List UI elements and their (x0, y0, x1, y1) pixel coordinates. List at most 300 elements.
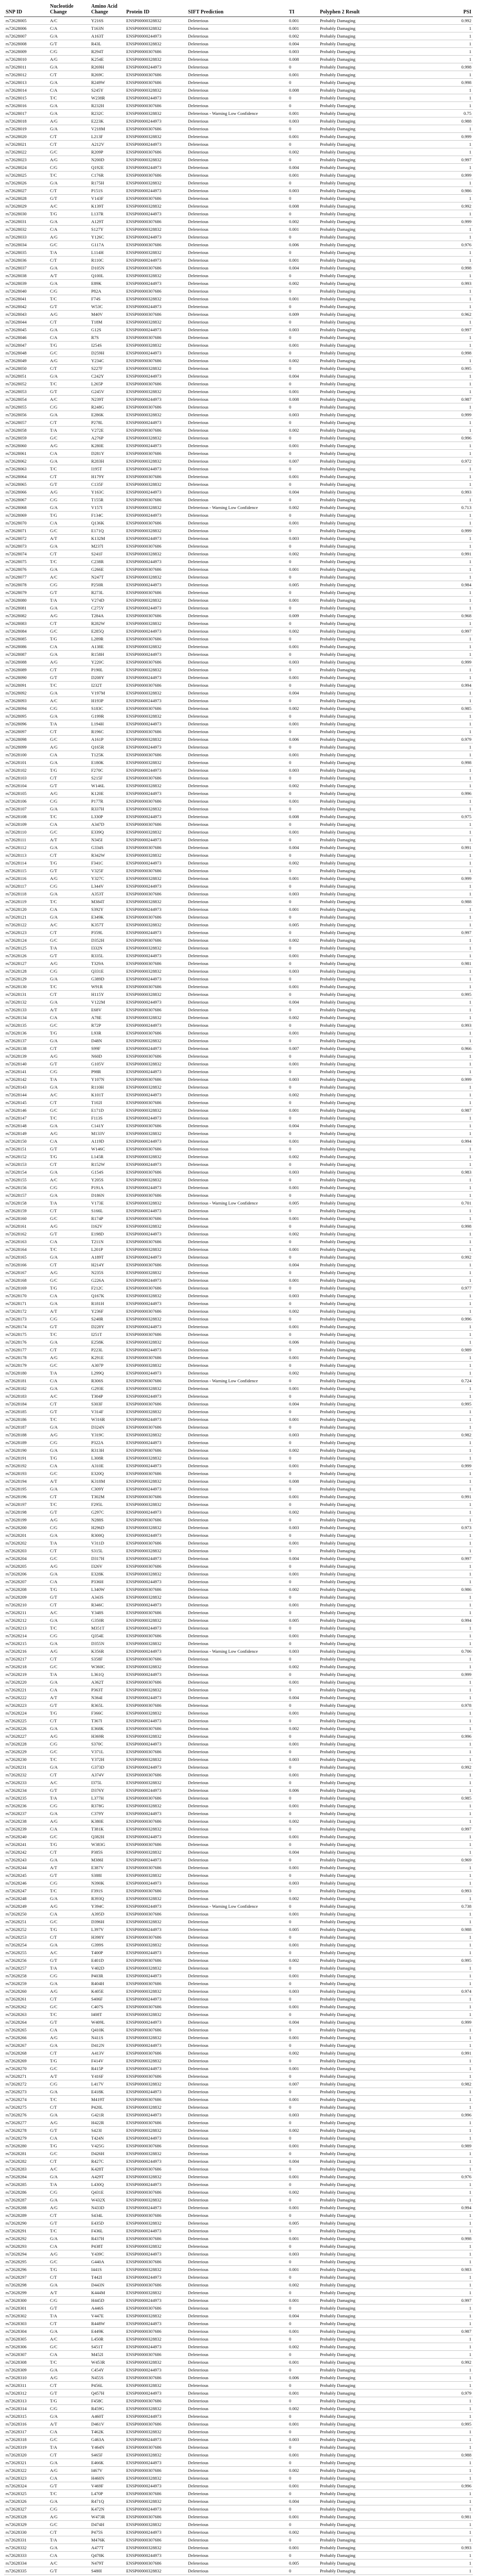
cell-protein-id: ENSP00000328832 (125, 1849, 186, 1856)
cell-sift-prediction: Deleterious (186, 1277, 287, 1284)
cell-amino-acid-change: R269C (90, 71, 125, 79)
cell-psi: 1 (396, 2127, 473, 2134)
cell-protein-id: ENSP00000307686 (125, 519, 186, 527)
cell-snp-id: rs72628309 (4, 2366, 48, 2374)
table-row (4, 264, 473, 272)
cell-psi: 1 (396, 287, 473, 295)
cell-sift-prediction: Deleterious (186, 2088, 287, 2096)
cell-snp-id: rs72628112 (4, 844, 48, 852)
cell-amino-acid-change: D186N (90, 1192, 125, 1199)
cell-protein-id: ENSP00000307686 (125, 2328, 186, 2335)
cell-psi: 1 (396, 798, 473, 805)
cell-polyphen-result: Probably Damaging (318, 821, 396, 828)
cell-amino-acid-change: F270C (90, 767, 125, 774)
cell-snp-id: rs72628041 (4, 295, 48, 303)
cell-protein-id: ENSP00000307686 (125, 1771, 186, 1779)
cell-sift-prediction: Deleterious (186, 295, 287, 303)
cell-polyphen-result: Probably Damaging (318, 2567, 396, 2575)
cell-polyphen-result: Probably Damaging (318, 2382, 396, 2389)
cell-snp-id: rs72628287 (4, 2196, 48, 2204)
cell-sift-prediction: Deleterious (186, 2536, 287, 2544)
cell-snp-id: rs72628117 (4, 883, 48, 890)
cell-protein-id: ENSP00000244973 (125, 1810, 186, 1818)
table-row (4, 1161, 473, 1168)
cell-ti: 0 (287, 2042, 318, 2049)
cell-sift-prediction: Deleterious (186, 1686, 287, 1694)
cell-protein-id: ENSP00000244973 (125, 1694, 186, 1702)
cell-polyphen-result: Probably Damaging (318, 396, 396, 403)
cell-protein-id: ENSP00000307686 (125, 890, 186, 898)
table-row (4, 1856, 473, 1864)
cell-amino-acid-change: P250R (90, 581, 125, 589)
cell-amino-acid-change: E171Q (90, 527, 125, 535)
cell-polyphen-result: Probably Damaging (318, 357, 396, 365)
cell-amino-acid-change: R415P (90, 2065, 125, 2073)
cell-ti: 0 (287, 233, 318, 241)
cell-sift-prediction: Deleterious (186, 357, 287, 365)
cell-sift-prediction: Deleterious (186, 2011, 287, 2019)
cell-amino-acid-change: V218M (90, 125, 125, 133)
cell-ti: 0 (287, 1300, 318, 1308)
cell-psi: 0.996 (396, 790, 473, 798)
cell-polyphen-result: Probably Damaging (318, 929, 396, 937)
cell-sift-prediction: Deleterious (186, 1462, 287, 1470)
cell-psi: 1 (396, 2560, 473, 2567)
table-row (4, 179, 473, 187)
cell-nucleotide-change: C/T (48, 1995, 90, 2003)
table-row (4, 798, 473, 805)
cell-psi: 0.981 (396, 960, 473, 968)
cell-protein-id: ENSP00000328832 (125, 1895, 186, 1903)
cell-sift-prediction: Deleterious (186, 1215, 287, 1223)
cell-polyphen-result: Probably Damaging (318, 558, 396, 566)
cell-sift-prediction: Deleterious (186, 2343, 287, 2351)
cell-sift-prediction: Deleterious (186, 1029, 287, 1037)
cell-nucleotide-change: G/T (48, 1060, 90, 1068)
cell-protein-id: ENSP00000307686 (125, 172, 186, 179)
table-row (4, 2304, 473, 2312)
cell-sift-prediction: Deleterious (186, 148, 287, 156)
cell-snp-id: rs72628064 (4, 473, 48, 481)
cell-psi: 0.994 (396, 2204, 473, 2212)
table-row (4, 1709, 473, 1717)
table-row (4, 906, 473, 913)
cell-psi: 1 (396, 32, 473, 40)
cell-ti: 0.001 (287, 2266, 318, 2274)
cell-protein-id: ENSP00000328832 (125, 968, 186, 975)
cell-polyphen-result: Probably Damaging (318, 1887, 396, 1895)
cell-amino-acid-change: P359L (90, 929, 125, 937)
cell-ti: 0 (287, 2134, 318, 2142)
cell-protein-id: ENSP00000328832 (125, 1060, 186, 1068)
cell-protein-id: ENSP00000244973 (125, 1949, 186, 1957)
cell-ti: 0 (287, 867, 318, 875)
cell-snp-id: rs72628133 (4, 1006, 48, 1014)
cell-polyphen-result: Probably Damaging (318, 311, 396, 318)
cell-polyphen-result: Probably Damaging (318, 550, 396, 558)
table-row (4, 71, 473, 79)
cell-ti: 0.003 (287, 1076, 318, 1083)
cell-snp-id: rs72628314 (4, 2405, 48, 2413)
cell-ti: 0 (287, 249, 318, 257)
table-row (4, 944, 473, 952)
table-row (4, 913, 473, 921)
cell-sift-prediction: Deleterious (186, 2467, 287, 2475)
cell-nucleotide-change: T/G (48, 1926, 90, 1934)
table-row (4, 110, 473, 117)
cell-polyphen-result: Probably Damaging (318, 2335, 396, 2343)
table-row (4, 921, 473, 929)
cell-polyphen-result: Probably Damaging (318, 658, 396, 666)
cell-psi: 1 (396, 249, 473, 257)
cell-sift-prediction: Deleterious (186, 94, 287, 102)
cell-polyphen-result: Probably Damaging (318, 713, 396, 720)
cell-sift-prediction: Deleterious (186, 2134, 287, 2142)
cell-amino-acid-change: R232H (90, 102, 125, 110)
cell-psi: 1 (396, 2088, 473, 2096)
cell-ti: 0.001 (287, 295, 318, 303)
cell-amino-acid-change: L145R (90, 1153, 125, 1161)
cell-sift-prediction: Deleterious (186, 1663, 287, 1671)
cell-polyphen-result: Probably Damaging (318, 1393, 396, 1400)
cell-snp-id: rs72628038 (4, 272, 48, 280)
table-row (4, 1022, 473, 1029)
table-row (4, 713, 473, 720)
cell-amino-acid-change: E449K (90, 2328, 125, 2335)
cell-nucleotide-change: T/G (48, 342, 90, 349)
table-row (4, 1594, 473, 1601)
cell-ti: 0 (287, 790, 318, 798)
cell-snp-id: rs72628165 (4, 1253, 48, 1261)
cell-snp-id: rs72628236 (4, 1802, 48, 1810)
cell-amino-acid-change: I375L (90, 1779, 125, 1787)
cell-protein-id: ENSP00000244973 (125, 1624, 186, 1632)
cell-protein-id: ENSP00000307686 (125, 1794, 186, 1802)
cell-protein-id: ENSP00000244973 (125, 2065, 186, 2073)
cell-ti: 0.002 (287, 628, 318, 635)
cell-protein-id: ENSP00000307686 (125, 1400, 186, 1408)
cell-polyphen-result: Probably Damaging (318, 628, 396, 635)
cell-sift-prediction: Deleterious (186, 983, 287, 991)
cell-snp-id: rs72628087 (4, 651, 48, 658)
cell-ti: 0 (287, 2351, 318, 2359)
cell-sift-prediction: Deleterious (186, 1810, 287, 1818)
cell-sift-prediction: Deleterious (186, 589, 287, 597)
cell-protein-id: ENSP00000244973 (125, 233, 186, 241)
cell-sift-prediction: Deleterious (186, 736, 287, 743)
table-row (4, 2397, 473, 2405)
cell-sift-prediction: Deleterious (186, 179, 287, 187)
cell-nucleotide-change: A/G (48, 2119, 90, 2127)
cell-polyphen-result: Probably Damaging (318, 1771, 396, 1779)
cell-nucleotide-change: C/T (48, 1346, 90, 1354)
cell-amino-acid-change: E401D (90, 1957, 125, 1964)
table-row (4, 56, 473, 63)
cell-amino-acid-change: Q478K (90, 2552, 125, 2560)
cell-snp-id: rs72628021 (4, 141, 48, 148)
cell-polyphen-result: Probably Damaging (318, 148, 396, 156)
cell-ti: 0 (287, 2011, 318, 2019)
cell-amino-acid-change: N235S (90, 1269, 125, 1277)
cell-nucleotide-change: G/A (48, 1895, 90, 1903)
cell-psi: 1 (396, 473, 473, 481)
cell-amino-acid-change: Q100L (90, 272, 125, 280)
cell-snp-id: rs72628039 (4, 280, 48, 287)
cell-snp-id: rs72628088 (4, 658, 48, 666)
cell-psi: 1 (396, 1771, 473, 1779)
cell-ti: 0.002 (287, 550, 318, 558)
cell-nucleotide-change: C/G (48, 798, 90, 805)
cell-ti: 0 (287, 527, 318, 535)
cell-amino-acid-change: R306S (90, 1377, 125, 1385)
cell-amino-acid-change: V371L (90, 1748, 125, 1756)
cell-polyphen-result: Probably Damaging (318, 2320, 396, 2328)
cell-snp-id: rs72628296 (4, 2266, 48, 2274)
cell-amino-acid-change: M133V (90, 1130, 125, 1138)
cell-polyphen-result: Probably Damaging (318, 1261, 396, 1269)
cell-protein-id: ENSP00000244973 (125, 1138, 186, 1145)
table-row (4, 1454, 473, 1462)
cell-sift-prediction: Deleterious (186, 543, 287, 550)
table-row (4, 388, 473, 396)
cell-protein-id: ENSP00000307686 (125, 635, 186, 643)
cell-sift-prediction: Deleterious - Warning Low Confidence (186, 110, 287, 117)
table-row (4, 2250, 473, 2258)
cell-sift-prediction: Deleterious (186, 2142, 287, 2150)
cell-nucleotide-change: C/A (48, 821, 90, 828)
cell-sift-prediction: Deleterious (186, 1076, 287, 1083)
cell-protein-id: ENSP00000244973 (125, 349, 186, 357)
cell-amino-acid-change: R7S (90, 334, 125, 342)
cell-ti: 0 (287, 210, 318, 218)
cell-polyphen-result: Probably Damaging (318, 512, 396, 519)
cell-snp-id: rs72628291 (4, 2227, 48, 2235)
cell-snp-id: rs72628164 (4, 1246, 48, 1253)
cell-sift-prediction: Deleterious (186, 1176, 287, 1184)
cell-nucleotide-change: C/G (48, 1972, 90, 1980)
cell-snp-id: rs72628254 (4, 1941, 48, 1949)
cell-nucleotide-change: G/A (48, 1083, 90, 1091)
cell-nucleotide-change: T/A (48, 720, 90, 728)
cell-polyphen-result: Probably Damaging (318, 790, 396, 798)
cell-protein-id: ENSP00000244973 (125, 1230, 186, 1238)
cell-nucleotide-change: C/G (48, 164, 90, 172)
cell-protein-id: ENSP00000307686 (125, 1447, 186, 1454)
cell-polyphen-result: Probably Damaging (318, 1624, 396, 1632)
cell-polyphen-result: Probably Damaging (318, 1493, 396, 1501)
cell-sift-prediction: Deleterious (186, 2529, 287, 2536)
cell-ti: 0.004 (287, 689, 318, 697)
cell-nucleotide-change: C/G (48, 403, 90, 411)
cell-amino-acid-change: S392Y (90, 906, 125, 913)
cell-polyphen-result: Probably Damaging (318, 960, 396, 968)
cell-snp-id: rs72628171 (4, 1300, 48, 1308)
cell-protein-id: ENSP00000244973 (125, 396, 186, 403)
cell-snp-id: rs72628176 (4, 1338, 48, 1346)
table-row (4, 1006, 473, 1014)
cell-protein-id: ENSP00000307686 (125, 798, 186, 805)
cell-sift-prediction: Deleterious (186, 1423, 287, 1431)
table-row (4, 751, 473, 759)
table-row (4, 2359, 473, 2366)
cell-snp-id: rs72628027 (4, 187, 48, 195)
cell-snp-id: rs72628252 (4, 1926, 48, 1934)
cell-ti: 0 (287, 2227, 318, 2235)
cell-ti: 0 (287, 2413, 318, 2420)
cell-snp-id: rs72628313 (4, 2397, 48, 2405)
cell-psi: 1 (396, 2289, 473, 2297)
cell-sift-prediction: Deleterious (186, 2304, 287, 2312)
cell-nucleotide-change: C/G (48, 2189, 90, 2196)
header-nucleotide-change: Nucleotide Change (48, 3, 90, 17)
cell-nucleotide-change: G/A (48, 1810, 90, 1818)
table-row (4, 2567, 473, 2575)
cell-protein-id: ENSP00000328832 (125, 1547, 186, 1555)
cell-psi: 1 (396, 983, 473, 991)
cell-amino-acid-change: R181H (90, 1300, 125, 1308)
table-row (4, 434, 473, 442)
cell-polyphen-result: Probably Damaging (318, 1725, 396, 1733)
cell-nucleotide-change: G/A (48, 689, 90, 697)
cell-amino-acid-change: S406F (90, 1995, 125, 2003)
cell-snp-id: rs72628050 (4, 365, 48, 372)
cell-protein-id: ENSP00000307686 (125, 1609, 186, 1617)
cell-amino-acid-change: N247T (90, 573, 125, 581)
cell-psi: 1 (396, 1802, 473, 1810)
cell-amino-acid-change: C379Y (90, 1810, 125, 1818)
cell-snp-id: rs72628126 (4, 952, 48, 960)
cell-nucleotide-change: A/G (48, 1516, 90, 1524)
cell-amino-acid-change: F414V (90, 2057, 125, 2065)
cell-ti: 0.005 (287, 2560, 318, 2567)
cell-nucleotide-change: G/C (48, 628, 90, 635)
cell-ti: 0.001 (287, 2328, 318, 2335)
cell-protein-id: ENSP00000307686 (125, 1192, 186, 1199)
cell-sift-prediction: Deleterious (186, 2451, 287, 2459)
cell-sift-prediction: Deleterious (186, 63, 287, 71)
cell-sift-prediction: Deleterious (186, 1161, 287, 1168)
cell-nucleotide-change: C/T (48, 2451, 90, 2459)
table-row (4, 481, 473, 488)
cell-protein-id: ENSP00000328832 (125, 1408, 186, 1416)
cell-amino-acid-change: R249W (90, 79, 125, 87)
cell-nucleotide-change: G/C (48, 1663, 90, 1671)
table-row (4, 94, 473, 102)
table-row (4, 226, 473, 233)
cell-nucleotide-change: G/A (48, 1122, 90, 1130)
cell-amino-acid-change: Y107N (90, 1076, 125, 1083)
cell-polyphen-result: Probably Damaging (318, 1787, 396, 1794)
cell-psi: 0.966 (396, 1045, 473, 1053)
cell-amino-acid-change: G266E (90, 566, 125, 573)
cell-psi: 0.986 (396, 187, 473, 195)
table-row (4, 25, 473, 32)
cell-psi: 1 (396, 1980, 473, 1988)
cell-psi: 1 (396, 56, 473, 63)
cell-psi: 0.999 (396, 527, 473, 535)
cell-sift-prediction: Deleterious (186, 2281, 287, 2289)
cell-nucleotide-change: A/T (48, 2420, 90, 2428)
cell-ti: 0 (287, 1501, 318, 1509)
cell-snp-id: rs72628127 (4, 960, 48, 968)
cell-amino-acid-change: D412N (90, 2042, 125, 2049)
cell-snp-id: rs72628270 (4, 2065, 48, 2073)
table-row (4, 2219, 473, 2227)
cell-nucleotide-change: A/C (48, 1779, 90, 1787)
cell-nucleotide-change: G/A (48, 125, 90, 133)
cell-polyphen-result: Probably Damaging (318, 898, 396, 906)
cell-nucleotide-change: G/C (48, 937, 90, 944)
table-row (4, 736, 473, 743)
cell-ti: 0.003 (287, 2250, 318, 2258)
cell-amino-acid-change: W432X (90, 2196, 125, 2204)
cell-ti: 0.002 (287, 2127, 318, 2134)
cell-snp-id: rs72628076 (4, 566, 48, 573)
cell-amino-acid-change: H369R (90, 1733, 125, 1740)
cell-polyphen-result: Probably Damaging (318, 844, 396, 852)
cell-ti: 0 (287, 1872, 318, 1879)
cell-polyphen-result: Probably Damaging (318, 210, 396, 218)
cell-psi: 1 (396, 1694, 473, 1702)
cell-snp-id: rs72628103 (4, 774, 48, 782)
cell-sift-prediction: Deleterious (186, 2366, 287, 2374)
cell-psi: 1 (396, 1740, 473, 1748)
cell-nucleotide-change: G/C (48, 2258, 90, 2266)
cell-sift-prediction: Deleterious (186, 1756, 287, 1764)
table-row (4, 597, 473, 604)
table-row (4, 1331, 473, 1338)
header-psi: PSI (396, 3, 473, 17)
cell-protein-id: ENSP00000307686 (125, 1841, 186, 1849)
cell-amino-acid-change: A374V (90, 1771, 125, 1779)
cell-nucleotide-change: C/T (48, 728, 90, 736)
cell-ti: 0.004 (287, 164, 318, 172)
cell-nucleotide-change: C/G (48, 1068, 90, 1076)
cell-nucleotide-change: A/G (48, 1818, 90, 1825)
cell-protein-id: ENSP00000328832 (125, 852, 186, 859)
cell-polyphen-result: Probably Damaging (318, 172, 396, 179)
cell-polyphen-result: Probably Damaging (318, 1091, 396, 1099)
cell-amino-acid-change: W91R (90, 983, 125, 991)
cell-sift-prediction: Deleterious (186, 1354, 287, 1362)
cell-ti: 0.001 (287, 110, 318, 117)
cell-polyphen-result: Probably Damaging (318, 1849, 396, 1856)
cell-psi: 1 (396, 2312, 473, 2320)
cell-amino-acid-change: L265P (90, 380, 125, 388)
table-body (4, 17, 473, 2576)
cell-snp-id: rs72628285 (4, 2181, 48, 2189)
cell-polyphen-result: Probably Damaging (318, 465, 396, 473)
cell-psi: 1 (396, 2335, 473, 2343)
cell-amino-acid-change: A446S (90, 2304, 125, 2312)
cell-psi: 1 (396, 2026, 473, 2034)
cell-ti: 0.005 (287, 1617, 318, 1624)
cell-polyphen-result: Probably Damaging (318, 875, 396, 883)
table-row (4, 527, 473, 535)
cell-protein-id: ENSP00000328832 (125, 40, 186, 48)
cell-ti: 0.002 (287, 427, 318, 434)
cell-ti: 0.003 (287, 535, 318, 543)
cell-nucleotide-change: G/A (48, 1941, 90, 1949)
cell-snp-id: rs72628224 (4, 1709, 48, 1717)
table-row (4, 1284, 473, 1292)
cell-ti: 0.001 (287, 1864, 318, 1872)
cell-sift-prediction: Deleterious (186, 125, 287, 133)
cell-protein-id: ENSP00000307686 (125, 2560, 186, 2567)
cell-amino-acid-change: D324N (90, 1423, 125, 1431)
cell-nucleotide-change: C/G (48, 581, 90, 589)
cell-sift-prediction: Deleterious (186, 944, 287, 952)
